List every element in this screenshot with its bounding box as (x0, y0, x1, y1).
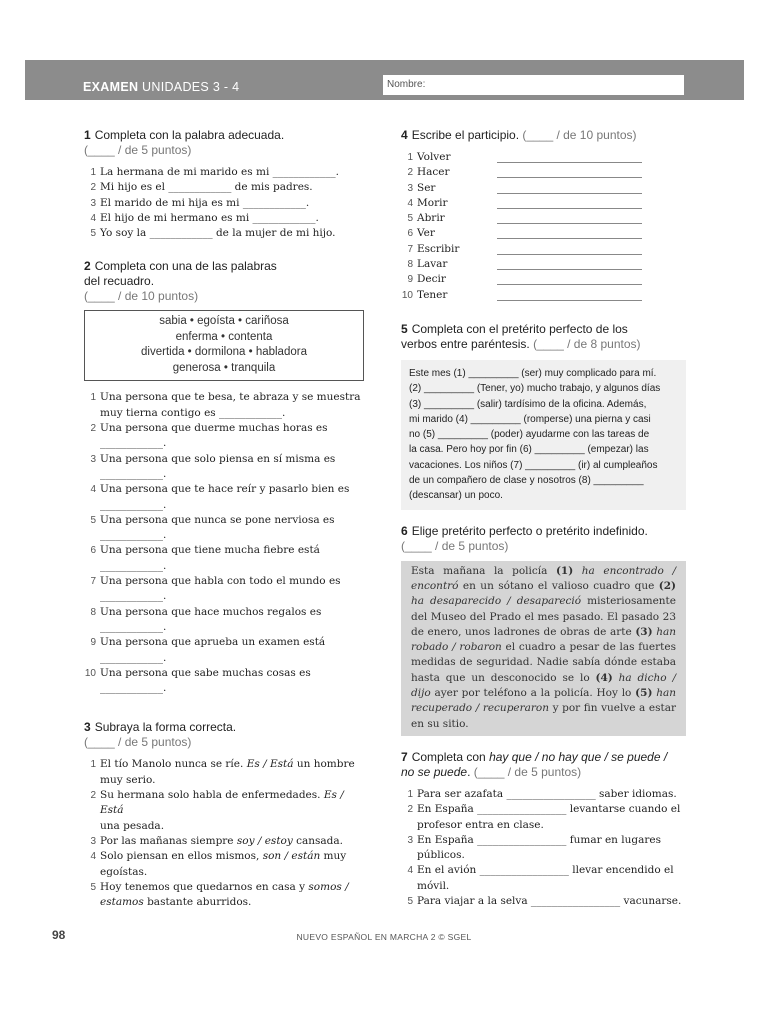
section-5-title: 5 Completa con el pretérito perfecto de los (401, 321, 628, 336)
list-item: 10 Una persona que sabe muchas cosas es ____________. (84, 666, 311, 695)
list-item: 1 Una persona que te besa, te abraza y se muestra muy tierna contigo es ____________. (90, 391, 361, 419)
page-number: 98 (52, 928, 66, 942)
list-item: 4 Una persona que te hace reír y pasarlo bien es ____________. (90, 483, 350, 511)
list-item: 3 Por las mañanas siempre soy / estoy cansada. (90, 834, 344, 847)
section-1-points: (____ / de 5 puntos) (84, 143, 192, 157)
section-5-title-line2: verbos entre paréntesis. (____ / de 8 puntos) (401, 336, 641, 351)
section-5-points: (____ / de 8 puntos) (533, 336, 641, 351)
list-item: 5 Hoy tenemos que quedarnos en casa y somos / estamos bastante aburridos. (90, 880, 349, 909)
list-item: 7 Escribir (401, 242, 686, 257)
section-3-title: 3 Subraya la forma correcta. (84, 720, 237, 735)
left-column (84, 128, 364, 910)
exam-title: EXAMEN UNIDADES 3 - 4 (83, 80, 240, 94)
word-box: sabia • egoísta • cariñosa enferma • contenta divertida • dormilona • habladora generosa • tranquila (84, 310, 364, 381)
list-item: 5 Abrir (401, 211, 686, 226)
text-box-6: Esta mañana la policía (1) ha encontrado / encontró en un sótano el valioso cuadro que (2) ha desaparecido / desapareció misteriosamente del Museo del Prado el mes pasado. El pasado 23 de enero, unos ladrones de obras de arte (3) han robado / robaron el cuadro a pesar de las fuertes medidas de seguridad. Nadie sabía dónde estaba hasta que un desconocido se lo (4) ha dicho / dijo ayer por teléfono a la policía. Hoy lo (5) han recuperado / recuperaron y por fin vuelve a estar en su sitio. (401, 561, 686, 736)
list-item: 1 El tío Manolo nunca se ríe. Es / Está un hombre muy serio. (90, 758, 355, 786)
section-7-points: (____ / de 5 puntos) (473, 764, 582, 779)
section-2-title-line2: del recuadro. (84, 274, 155, 289)
list-item: 4 Morir (401, 196, 686, 211)
list-item: 4 El hijo de mi hermano es mi ____________. (90, 211, 319, 224)
section-2-points: (____ / de 10 puntos) (84, 289, 199, 304)
list-item: 6 Una persona que tiene mucha fiebre está ____________. (90, 544, 320, 572)
section-1-title: 1 Completa con la palabra adecuada. (84, 128, 285, 142)
list-item: 4 En el avión _________________ llevar encendido el móvil. (407, 864, 674, 892)
list-item: 2 Hacer (401, 165, 686, 180)
list-item: 9 Decir (401, 272, 686, 287)
section-4 (401, 128, 686, 303)
section-2 (84, 259, 364, 696)
list-item: 8 Lavar (401, 257, 686, 272)
list-item: 3 En España _________________ fumar en lugares públicos. (407, 833, 662, 862)
name-field[interactable] (383, 75, 684, 95)
footer-title: NUEVO ESPAÑOL EN MARCHA 2 © SGEL (296, 932, 472, 942)
list-item: 4 Solo piensan en ellos mismos, son / están muy egoístas. (90, 850, 347, 878)
list-item: 7 Una persona que habla con todo el mundo es ____________. (90, 575, 341, 603)
list-item: 2 Mi hijo es el ____________ de mis padres. (90, 181, 313, 194)
text-box-5: Este mes (1) _________ (ser) muy complicado para mí. (2) _________ (Tener, yo) mucho trabajo, y algunos días (3) _________ (salir) tardísimo de la oficina. Además, mi marido (4) _________ (romperse) una pierna y casi no (5) _________ (poder) ayudarme con las tareas de la casa. Pero hoy por fin (6) _________ (empezar) las vacaciones. Los niños (7) _________ (ir) al cumpleaños de un compañero de clase y nosotros (8) _________ (descansar) un poco. (401, 360, 686, 510)
section-3 (84, 720, 364, 910)
section-7 (401, 750, 686, 909)
section-6-title: 6 Elige pretérito perfecto o pretérito indefinido. (401, 523, 648, 538)
right-column (401, 128, 686, 909)
list-item: 8 Una persona que hace muchos regalos es ____________. (90, 605, 322, 633)
list-item: 5 Yo soy la ____________ de la mujer de mi hijo. (90, 227, 336, 240)
list-item: 3 Ser (401, 181, 686, 196)
list-item: 2 Su hermana solo habla de enfermedades. Es / Está una pesada. (90, 789, 344, 832)
list-item: 5 Una persona que nunca se pone nerviosa es ____________. (90, 513, 335, 542)
section-6 (401, 524, 686, 736)
list-item: 5 Para viajar a la selva _________________ vacunarse. (407, 894, 682, 907)
list-item: 6 Ver (401, 226, 686, 241)
section-4-title: 4 Escribe el participio. (____ / de 10 puntos) (401, 128, 637, 142)
list-item: 2 En España _________________ levantarse cuando el profesor entra en clase. (407, 803, 681, 831)
section-1 (84, 128, 364, 241)
section-2-title: 2 Completa con una de las palabras (84, 259, 277, 274)
list-item: 1 La hermana de mi marido es mi ____________. (90, 166, 339, 178)
list-item: 3 Una persona que solo piensa en sí misma es ____________. (90, 452, 336, 480)
list-item: 10 Tener (401, 288, 686, 303)
section-7-title: 7 Completa con hay que / no hay que / se puede / (401, 749, 668, 764)
name-label: Nombre: (387, 79, 426, 90)
section-7-title-line2: no se puede. (____ / de 5 puntos) (401, 764, 582, 779)
section-4-points: (____ / de 10 puntos) (522, 128, 637, 142)
header-band (25, 60, 744, 100)
section-5 (401, 322, 686, 510)
section-6-points: (____ / de 5 puntos) (401, 538, 509, 553)
list-item: 3 El marido de mi hija es mi ____________. (90, 196, 310, 209)
section-3-points: (____ / de 5 puntos) (84, 735, 192, 750)
list-item: 9 Una persona que aprueba un examen está ____________. (90, 636, 326, 664)
list-item: 1 Volver (401, 150, 686, 165)
list-item: 2 Una persona que duerme muchas horas es ____________. (90, 422, 328, 450)
list-item: 1 Para ser azafata _________________ saber idiomas. (407, 787, 677, 800)
